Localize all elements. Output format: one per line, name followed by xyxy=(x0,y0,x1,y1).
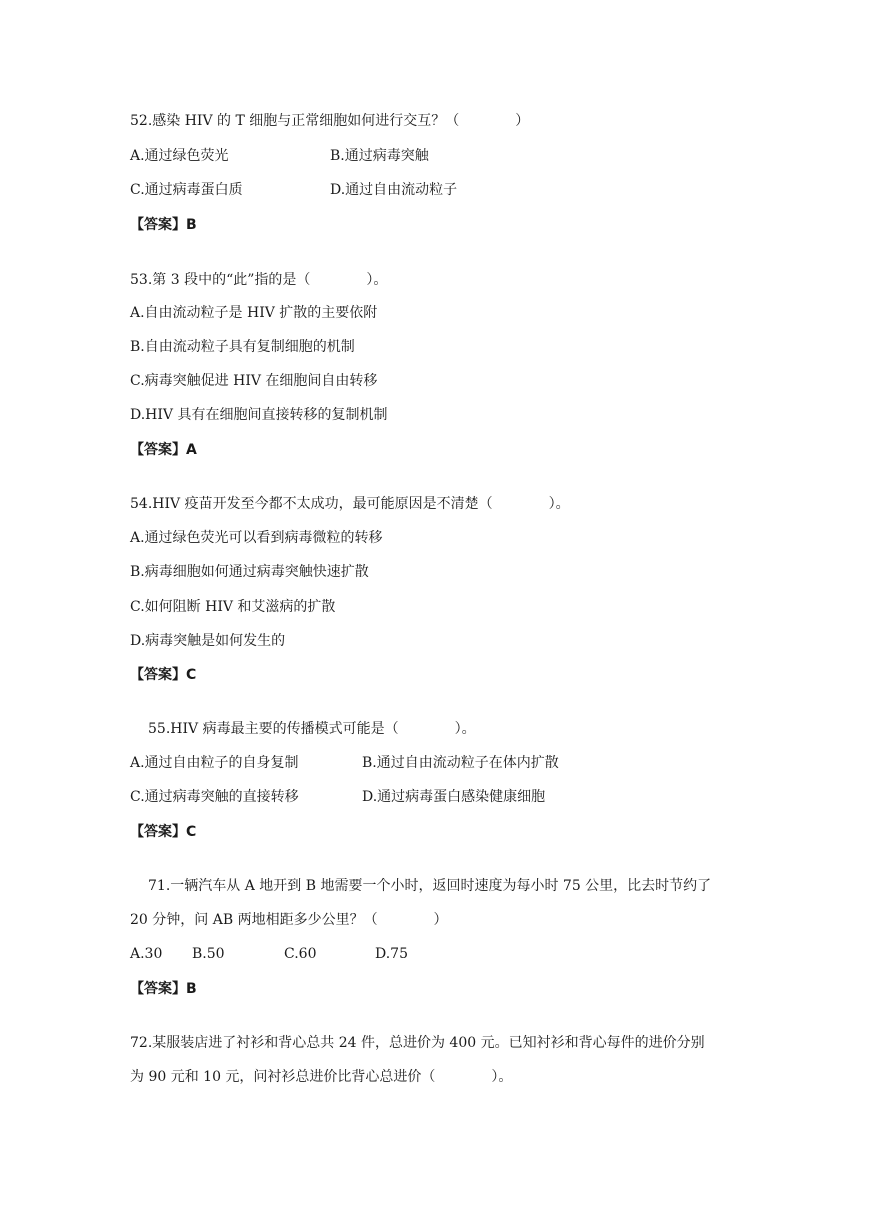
question-72-stem-line-2: 为 90 元和 10 元，问衬衫总进价比背心总进价（ ）。 xyxy=(130,1069,513,1085)
question-55-option-b: B.通过自由流动粒子在体内扩散 xyxy=(362,755,559,771)
question-52-option-b: B.通过病毒突触 xyxy=(330,148,429,164)
question-72-stem-line-1: 72.某服装店进了衬衫和背心总共 24 件，总进价为 400 元。已知衬衫和背心每件的进价分别 xyxy=(130,1035,705,1051)
question-52-answer: 【答案】B xyxy=(130,217,197,233)
question-54-option-a: A.通过绿色荧光可以看到病毒微粒的转移 xyxy=(130,530,383,546)
question-53-stem: 53.第 3 段中的“此”指的是（ ）。 xyxy=(130,272,388,288)
question-54-answer: 【答案】C xyxy=(130,667,197,683)
question-53-answer: 【答案】A xyxy=(130,442,197,458)
question-53-option-d: D.HIV 具有在细胞间直接转移的复制机制 xyxy=(130,407,388,423)
question-71-answer: 【答案】B xyxy=(130,981,197,997)
question-52-stem: 52.感染 HIV 的 T 细胞与正常细胞如何进行交互？（ ） xyxy=(130,113,530,129)
question-54-option-c: C.如何阻断 HIV 和艾滋病的扩散 xyxy=(130,599,336,615)
question-52-option-d: D.通过自由流动粒子 xyxy=(330,182,458,198)
question-53-option-a: A.自由流动粒子是 HIV 扩散的主要依附 xyxy=(130,305,378,321)
question-53-option-b: B.自由流动粒子具有复制细胞的机制 xyxy=(130,339,355,355)
question-52-option-a: A.通过绿色荧光 xyxy=(130,148,229,164)
question-55-option-d: D.通过病毒蛋白感染健康细胞 xyxy=(362,789,546,805)
question-71-option-d: D.75 xyxy=(375,946,408,962)
question-55-stem: 55.HIV 病毒最主要的传播模式可能是（ ）。 xyxy=(148,721,476,737)
question-54-option-b: B.病毒细胞如何通过病毒突触快速扩散 xyxy=(130,564,369,580)
question-54-stem: 54.HIV 疫苗开发至今都不太成功，最可能原因是不清楚（ ）。 xyxy=(130,496,570,512)
question-71-stem-line-1: 71.一辆汽车从 A 地开到 B 地需要一个小时，返回时速度为每小时 75 公里，比去时节约了 xyxy=(148,878,712,894)
question-55-option-c: C.通过病毒突触的直接转移 xyxy=(130,789,299,805)
question-52-option-c: C.通过病毒蛋白质 xyxy=(130,182,243,198)
question-71-option-b: B.50 xyxy=(192,946,225,962)
question-55-option-a: A.通过自由粒子的自身复制 xyxy=(130,755,299,771)
question-54-option-d: D.病毒突触是如何发生的 xyxy=(130,633,286,649)
question-71-option-c: C.60 xyxy=(284,946,317,962)
question-55-answer: 【答案】C xyxy=(130,824,197,840)
question-53-option-c: C.病毒突触促进 HIV 在细胞间自由转移 xyxy=(130,373,378,389)
question-71-stem-line-2: 20 分钟，问 AB 两地相距多少公里？（ ） xyxy=(130,912,448,928)
question-71-option-a: A.30 xyxy=(130,946,163,962)
